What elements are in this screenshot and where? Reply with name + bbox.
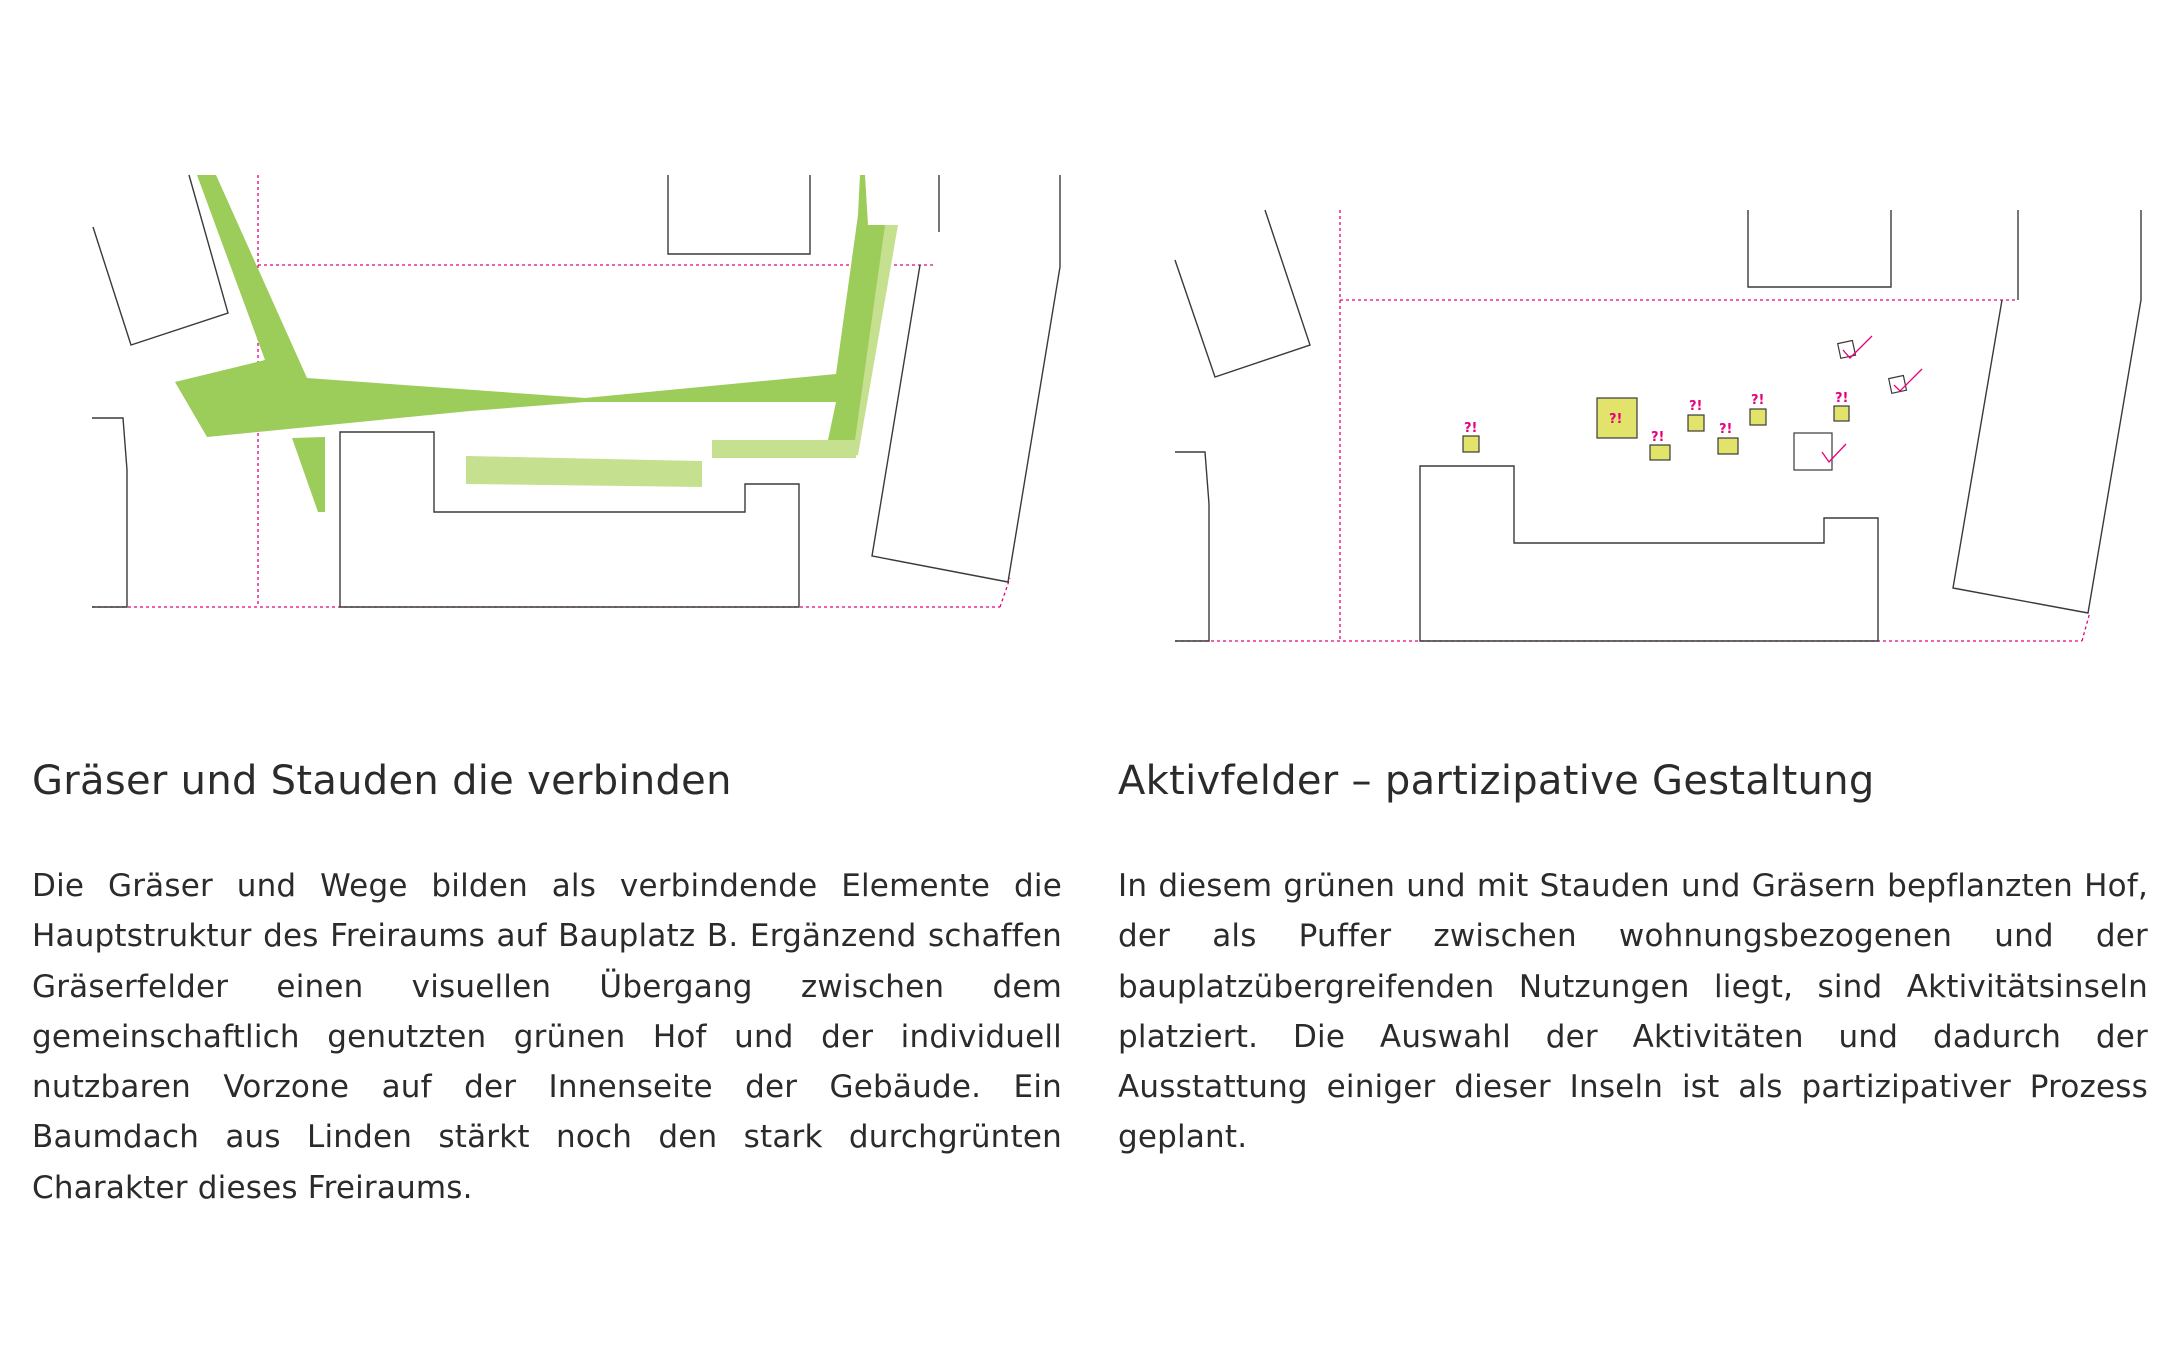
activity-island <box>1463 436 1479 452</box>
question-marker: ?! <box>1609 412 1623 427</box>
building-n <box>668 175 810 254</box>
planned-islands <box>1794 340 1906 470</box>
question-marker: ?! <box>1719 422 1733 437</box>
building-center-r <box>1420 466 1878 641</box>
question-marker: ?! <box>1651 430 1665 445</box>
activity-island <box>1718 438 1738 454</box>
activity-island <box>1834 406 1849 421</box>
check-mark <box>1822 444 1846 462</box>
right-buildings <box>1175 210 2141 641</box>
left-heading: Gräser und Stauden die verbinden <box>32 758 732 804</box>
check-mark <box>1894 369 1922 391</box>
grass-strip-light-center <box>466 456 702 487</box>
building-w-r <box>1175 452 1209 641</box>
left-site-plan <box>92 175 1060 607</box>
building-w <box>92 418 127 607</box>
participation-markers <box>1464 391 1848 445</box>
building-e <box>872 175 1060 582</box>
planned-island <box>1889 375 1907 393</box>
grass-strip-light-right <box>712 440 858 458</box>
grass-path-main <box>175 175 885 440</box>
grass-paths <box>175 175 898 512</box>
building-nw-r <box>1175 210 1310 377</box>
building-e-r <box>1953 210 2141 613</box>
question-marker: ?! <box>1835 391 1849 406</box>
check-mark <box>1843 336 1872 358</box>
grass-wedge <box>292 437 325 512</box>
question-marker: ?! <box>1464 421 1478 436</box>
activity-islands <box>1463 398 1849 460</box>
right-site-plan <box>1175 210 2141 641</box>
planned-island-large <box>1794 433 1832 470</box>
left-body-text: Die Gräser und Wege bilden als verbindende Elemente die Hauptstruktur des Freiraums auf Bauplatz B. Ergänzend schaffen Gräserfelder einen visuellen Übergang zwischen dem gemeinschaftlich genutzten grünen Hof und der individuell nutzbaren Vorzone auf der Innenseite der Gebäude. Ein Baumdach aus Linden stärkt noch den stark durchgrünten Charakter dieses Freiraums. <box>32 868 1062 1206</box>
activity-island <box>1688 415 1704 431</box>
question-marker: ?! <box>1751 393 1765 408</box>
right-body-text: In diesem grünen und mit Stauden und Gräsern bepflanzten Hof, der als Puffer zwischen wohnungsbezogenen und der bauplatzübergreifenden Nutzungen liegt, sind Aktivitätsinseln platziert. Die Auswahl der Aktivitäten und dadurch der Ausstattung einiger dieser Inseln ist als partizipativer Prozess geplant. <box>1118 868 2148 1156</box>
building-n-r <box>1748 210 1891 287</box>
right-heading: Aktivfelder – partizipative Gestaltung <box>1118 758 1875 804</box>
question-marker: ?! <box>1689 399 1703 414</box>
activity-island <box>1750 409 1766 425</box>
activity-island <box>1650 445 1670 460</box>
